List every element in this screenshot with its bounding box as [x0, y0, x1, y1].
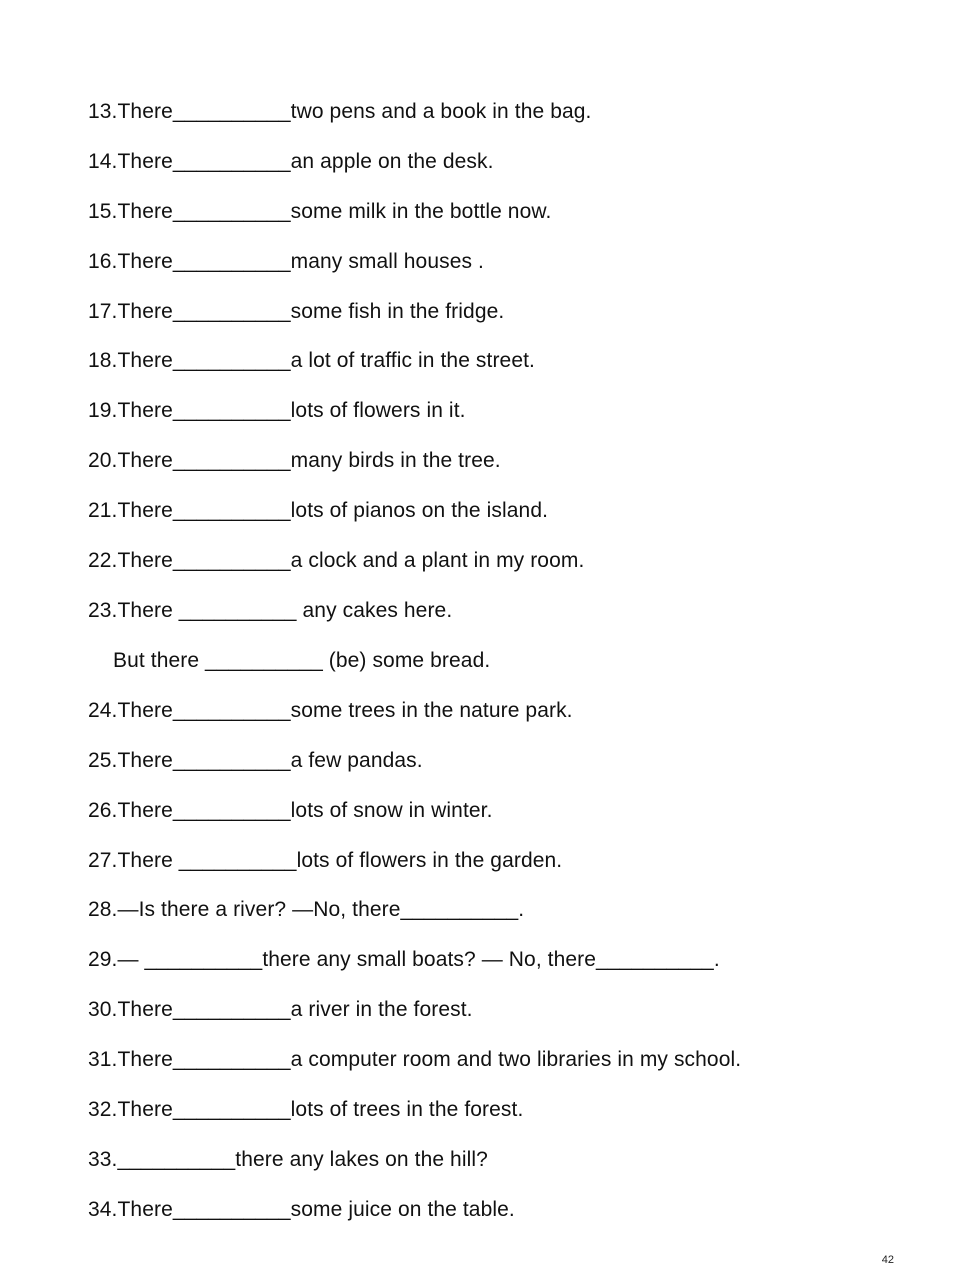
- exercise-23-continuation: But there __________ (be) some bread.: [113, 649, 491, 672]
- exercise-32: 32.There__________lots of trees in the forest.: [88, 1098, 524, 1121]
- exercise-25: 25.There__________a few pandas.: [88, 749, 423, 772]
- exercise-13: 13.There__________two pens and a book in the bag.: [88, 100, 592, 123]
- exercise-29: 29.— __________there any small boats? — No, there__________.: [88, 948, 720, 971]
- exercise-33: 33.__________there any lakes on the hill?: [88, 1148, 488, 1171]
- exercise-23: 23.There __________ any cakes here.: [88, 599, 453, 622]
- exercise-16: 16.There__________many small houses .: [88, 250, 484, 273]
- exercise-26: 26.There__________lots of snow in winter.: [88, 799, 493, 822]
- exercise-20: 20.There__________many birds in the tree.: [88, 449, 501, 472]
- exercise-17: 17.There__________some fish in the fridge.: [88, 300, 505, 323]
- exercise-34: 34.There__________some juice on the table.: [88, 1198, 515, 1221]
- exercise-21: 21.There__________lots of pianos on the island.: [88, 499, 549, 522]
- exercise-27: 27.There __________lots of flowers in the garden.: [88, 849, 563, 872]
- exercise-19: 19.There__________lots of flowers in it.: [88, 399, 466, 422]
- page-number: 42: [881, 1254, 894, 1266]
- exercise-24: 24.There__________some trees in the nature park.: [88, 699, 573, 722]
- exercise-15: 15.There__________some milk in the bottle now.: [88, 200, 552, 223]
- exercise-30: 30.There__________a river in the forest.: [88, 998, 473, 1021]
- exercise-28: 28.—Is there a river? —No, there__________.: [88, 898, 525, 921]
- exercise-14: 14.There__________an apple on the desk.: [88, 150, 494, 173]
- exercise-18: 18.There__________a lot of traffic in the street.: [88, 349, 535, 372]
- exercise-31: 31.There__________a computer room and two libraries in my school.: [88, 1048, 742, 1071]
- exercise-22: 22.There__________a clock and a plant in my room.: [88, 549, 585, 572]
